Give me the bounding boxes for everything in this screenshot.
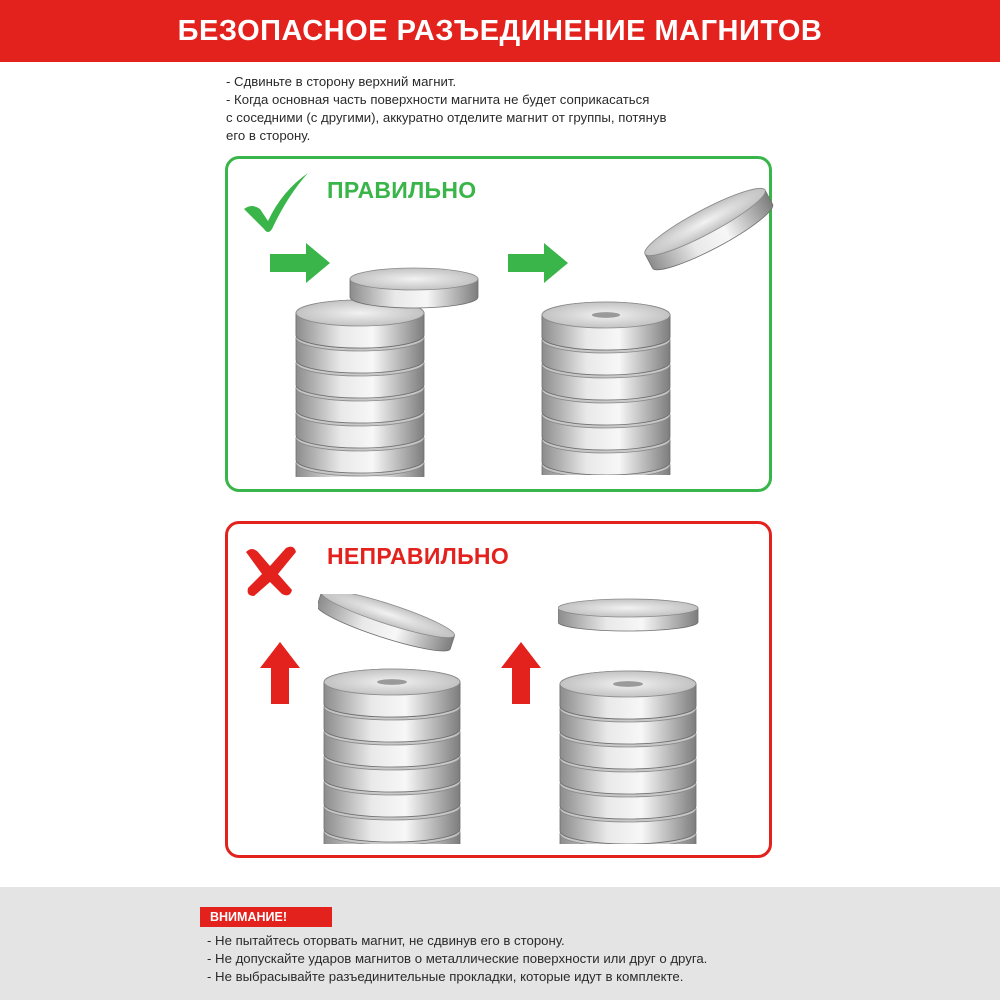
intro-text <box>226 73 786 145</box>
warning-list <box>207 932 707 986</box>
page-title: БЕЗОПАСНОЕ РАЗЪЕДИНЕНИЕ МАГНИТОВ <box>177 14 823 47</box>
check-icon <box>242 169 312 233</box>
warning-item: - Не выбрасывайте разъединительные прокладки, которые идут в комплекте. <box>207 969 684 984</box>
magnet-stack-image <box>278 267 498 477</box>
magnet-disc <box>560 671 696 719</box>
magnet-disc <box>350 268 478 308</box>
warning-badge: ВНИМАНИЕ! <box>200 907 332 927</box>
magnet-disc <box>639 179 774 278</box>
warning-item: - Не допускайте ударов магнитов о металлические поверхности или друг о друга. <box>207 951 708 966</box>
header-banner <box>0 0 1000 62</box>
magnet-stack-image <box>318 594 478 844</box>
intro-line: - Сдвиньте в сторону верхний магнит. <box>226 74 457 89</box>
intro-line: с соседними (с другими), аккуратно отделите магнит от группы, потянув <box>226 110 667 125</box>
magnet-stack-image <box>558 594 718 844</box>
magnet-disc <box>558 599 698 631</box>
incorrect-title: НЕПРАВИЛЬНО <box>327 543 510 569</box>
correct-title: ПРАВИЛЬНО <box>327 177 477 203</box>
arrow-up-icon <box>260 642 300 704</box>
incorrect-panel <box>225 521 772 858</box>
correct-panel <box>225 156 772 492</box>
magnet-stack-image <box>524 175 774 475</box>
cross-icon <box>242 544 298 598</box>
warning-item: - Не пытайтесь оторвать магнит, не сдвинув его в сторону. <box>207 933 565 948</box>
magnet-disc <box>324 669 460 717</box>
intro-line: его в сторону. <box>226 128 311 143</box>
magnet-disc <box>542 302 670 350</box>
arrow-up-icon <box>501 642 541 704</box>
intro-line: - Когда основная часть поверхности магнита не будет соприкасаться <box>226 92 650 107</box>
magnet-disc <box>318 594 458 658</box>
warning-footer <box>0 887 1000 1000</box>
